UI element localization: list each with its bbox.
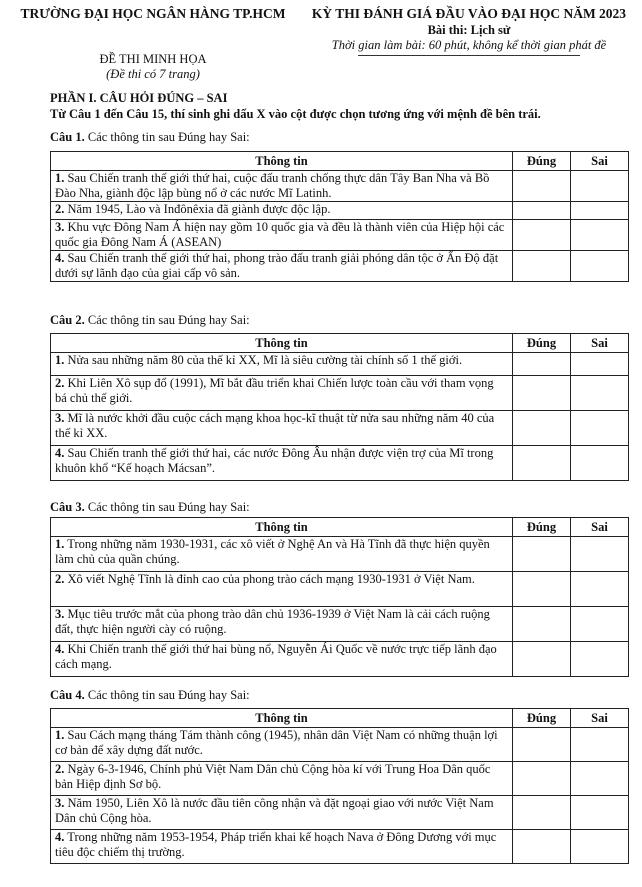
- statement-number: 4.: [55, 446, 65, 460]
- answer-false-cell[interactable]: [571, 202, 629, 220]
- statement-cell: [51, 202, 513, 220]
- statement-text: Sau Cách mạng tháng Tám thành công (1945), nhân dân Việt Nam có những thuận lợi cơ bản để xây dựng đất nước.: [55, 728, 498, 757]
- question-label: Câu 2.: [50, 313, 85, 327]
- answer-true-cell[interactable]: [513, 376, 571, 411]
- statement-number: 2.: [55, 376, 65, 390]
- answer-false-cell[interactable]: [571, 762, 629, 796]
- statement-text: Mục tiêu trước mắt của phong trào dân chủ 1936-1939 ở Việt Nam là cải cách ruộng đất, thực hiện người cày có ruộng.: [55, 607, 490, 636]
- question-title: [50, 688, 250, 703]
- answer-false-cell[interactable]: [571, 353, 629, 376]
- header-false: Sai: [571, 709, 629, 728]
- statement-cell: [51, 353, 513, 376]
- question-prompt: Các thông tin sau Đúng hay Sai:: [87, 500, 250, 514]
- statement-cell: [51, 728, 513, 762]
- header-right: [300, 6, 638, 56]
- statement-text: Khu vực Đông Nam Á hiện nay gồm 10 quốc gia và đều là thành viên của Hiệp hội các quốc gia Đông Nam Á (ASEAN): [55, 220, 505, 249]
- table-row: [51, 220, 629, 251]
- question-prompt: Các thông tin sau Đúng hay Sai:: [87, 130, 250, 144]
- statement-cell: [51, 796, 513, 830]
- statement-cell: [51, 642, 513, 677]
- statement-number: 3.: [55, 220, 65, 234]
- statement-text: Sau Chiến tranh thế giới thứ hai, phong trào đấu tranh giải phóng dân tộc ở Ấn Độ đặt dưới sự lãnh đạo của giai cấp vô sản.: [55, 251, 499, 280]
- header-info: Thông tin: [51, 709, 513, 728]
- table-row: [51, 607, 629, 642]
- answer-true-cell[interactable]: [513, 537, 571, 572]
- table-row: [51, 762, 629, 796]
- instruction: Từ Câu 1 đến Câu 15, thí sinh ghi dấu X vào cột được chọn tương ứng với mệnh đề bên trái.: [50, 107, 541, 121]
- statement-number: 3.: [55, 411, 65, 425]
- statement-text: Khi Chiến tranh thế giới thứ hai bùng nổ, Nguyễn Ái Quốc về nước trực tiếp lãnh đạo cách mạng.: [55, 642, 497, 671]
- statement-number: 1.: [55, 728, 65, 742]
- statement-number: 4.: [55, 830, 65, 844]
- statement-cell: [51, 171, 513, 202]
- statement-number: 1.: [55, 171, 65, 185]
- answer-false-cell[interactable]: [571, 446, 629, 481]
- table-row: [51, 796, 629, 830]
- answer-false-cell[interactable]: [571, 642, 629, 677]
- statement-number: 2.: [55, 762, 65, 776]
- answer-true-cell[interactable]: [513, 728, 571, 762]
- answer-false-cell[interactable]: [571, 572, 629, 607]
- answer-false-cell[interactable]: [571, 728, 629, 762]
- answer-true-cell[interactable]: [513, 202, 571, 220]
- header-info: Thông tin: [51, 518, 513, 537]
- header-left: [8, 6, 298, 82]
- statement-number: 3.: [55, 607, 65, 621]
- statement-cell: [51, 446, 513, 481]
- question-table: [50, 151, 629, 282]
- answer-true-cell[interactable]: [513, 796, 571, 830]
- statement-cell: [51, 607, 513, 642]
- exam-subject: Bài thi: Lịch sử: [427, 23, 511, 37]
- statement-number: 2.: [55, 202, 65, 216]
- answer-true-cell[interactable]: [513, 642, 571, 677]
- question-label: Câu 1.: [50, 130, 85, 144]
- statement-text: Năm 1950, Liên Xô là nước đầu tiên công nhận và đặt ngoại giao với nước Việt Nam Dân chủ Cộng hòa.: [55, 796, 494, 825]
- header-false: Sai: [571, 334, 629, 353]
- question-label: Câu 3.: [50, 500, 85, 514]
- answer-false-cell[interactable]: [571, 537, 629, 572]
- table-row: [51, 171, 629, 202]
- statement-text: Mĩ là nước khởi đầu cuộc cách mạng khoa học-kĩ thuật từ nửa sau những năm 40 của thế kỉ XX.: [55, 411, 495, 440]
- statement-text: Nửa sau những năm 80 của thế kỉ XX, Mĩ là siêu cường tài chính số 1 thế giới.: [67, 353, 463, 367]
- answer-true-cell[interactable]: [513, 446, 571, 481]
- answer-false-cell[interactable]: [571, 830, 629, 864]
- school-name: TRƯỜNG ĐẠI HỌC NGÂN HÀNG TP.HCM: [20, 6, 286, 21]
- answer-false-cell[interactable]: [571, 251, 629, 282]
- answer-true-cell[interactable]: [513, 411, 571, 446]
- statement-cell: [51, 251, 513, 282]
- table-row: [51, 411, 629, 446]
- header-true: Đúng: [513, 518, 571, 537]
- statement-cell: [51, 762, 513, 796]
- header-divider: [358, 55, 580, 56]
- statement-cell: [51, 572, 513, 607]
- table-row: [51, 728, 629, 762]
- statement-number: 4.: [55, 642, 65, 656]
- answer-false-cell[interactable]: [571, 376, 629, 411]
- page-count: (Đề thi có 7 trang): [106, 67, 200, 81]
- answer-true-cell[interactable]: [513, 171, 571, 202]
- statement-cell: [51, 830, 513, 864]
- table-row: [51, 446, 629, 481]
- question-prompt: Các thông tin sau Đúng hay Sai:: [87, 313, 250, 327]
- header-true: Đúng: [513, 334, 571, 353]
- statement-number: 2.: [55, 572, 65, 586]
- answer-true-cell[interactable]: [513, 572, 571, 607]
- statement-cell: [51, 411, 513, 446]
- statement-number: 3.: [55, 796, 65, 810]
- statement-cell: [51, 537, 513, 572]
- header-true: Đúng: [513, 709, 571, 728]
- header-false: Sai: [571, 518, 629, 537]
- statement-number: 1.: [55, 353, 65, 367]
- question-table: [50, 708, 629, 864]
- header-true: Đúng: [513, 152, 571, 171]
- statement-cell: [51, 376, 513, 411]
- answer-true-cell[interactable]: [513, 762, 571, 796]
- answer-true-cell[interactable]: [513, 607, 571, 642]
- answer-false-cell[interactable]: [571, 220, 629, 251]
- part-title: PHẦN I. CÂU HỎI ĐÚNG – SAI: [50, 91, 228, 105]
- exam-title: KỲ THI ĐÁNH GIÁ ĐẦU VÀO ĐẠI HỌC NĂM 2023: [311, 6, 627, 21]
- exam-time: Thời gian làm bài: 60 phút, không kể thời gian phát đề: [331, 38, 607, 52]
- answer-false-cell[interactable]: [571, 411, 629, 446]
- table-row: [51, 642, 629, 677]
- answer-true-cell[interactable]: [513, 830, 571, 864]
- header-false: Sai: [571, 152, 629, 171]
- question-table: [50, 517, 629, 677]
- document-header: [0, 6, 642, 81]
- answer-true-cell[interactable]: [513, 220, 571, 251]
- answer-true-cell[interactable]: [513, 353, 571, 376]
- table-row: [51, 202, 629, 220]
- statement-text: Ngày 6-3-1946, Chính phủ Việt Nam Dân chủ Cộng hòa kí với Trung Hoa Dân quốc bản Hiệp định Sơ bộ.: [55, 762, 491, 791]
- table-row: [51, 353, 629, 376]
- table-row: [51, 537, 629, 572]
- statement-text: Sau Chiến tranh thế giới thứ hai, cuộc đấu tranh chống thực dân Tây Ban Nha và Bồ Đào Nha, giành độc lập bùng nổ ở các nước Mĩ Latinh.: [55, 171, 490, 200]
- question-table: [50, 333, 629, 481]
- table-row: [51, 572, 629, 607]
- statement-number: 4.: [55, 251, 65, 265]
- table-row: [51, 251, 629, 282]
- header-info: Thông tin: [51, 334, 513, 353]
- statement-text: Sau Chiến tranh thế giới thứ hai, các nước Đông Âu nhận được viện trợ của Mĩ trong khuôn khổ “Kế hoạch Mácsan”.: [55, 446, 494, 475]
- sample-exam-label: ĐỀ THI MINH HỌA: [99, 52, 207, 66]
- question-title: [50, 130, 250, 145]
- statement-text: Trong những năm 1953-1954, Pháp triển khai kế hoạch Nava ở Đông Dương với mục tiêu độc chiếm thị trường.: [55, 830, 497, 859]
- statement-text: Năm 1945, Lào và Inđônêxia đã giành được độc lập.: [67, 202, 331, 216]
- question-title: [50, 313, 250, 328]
- header-info: Thông tin: [51, 152, 513, 171]
- statement-cell: [51, 220, 513, 251]
- statement-text: Trong những năm 1930-1931, các xô viết ở Nghệ An và Hà Tĩnh đã thực hiện quyền làm chủ của quần chúng.: [55, 537, 490, 566]
- answer-false-cell[interactable]: [571, 171, 629, 202]
- table-row: [51, 830, 629, 864]
- table-row: [51, 376, 629, 411]
- answer-true-cell[interactable]: [513, 251, 571, 282]
- answer-false-cell[interactable]: [571, 607, 629, 642]
- statement-text: Xô viết Nghệ Tĩnh là đỉnh cao của phong trào cách mạng 1930-1931 ở Việt Nam.: [67, 572, 475, 586]
- statement-text: Khi Liên Xô sụp đổ (1991), Mĩ bắt đầu triển khai Chiến lược toàn cầu với tham vọng bá chủ thế giới.: [55, 376, 494, 405]
- question-label: Câu 4.: [50, 688, 85, 702]
- question-title: [50, 500, 250, 515]
- answer-false-cell[interactable]: [571, 796, 629, 830]
- question-prompt: Các thông tin sau Đúng hay Sai:: [87, 688, 250, 702]
- statement-number: 1.: [55, 537, 65, 551]
